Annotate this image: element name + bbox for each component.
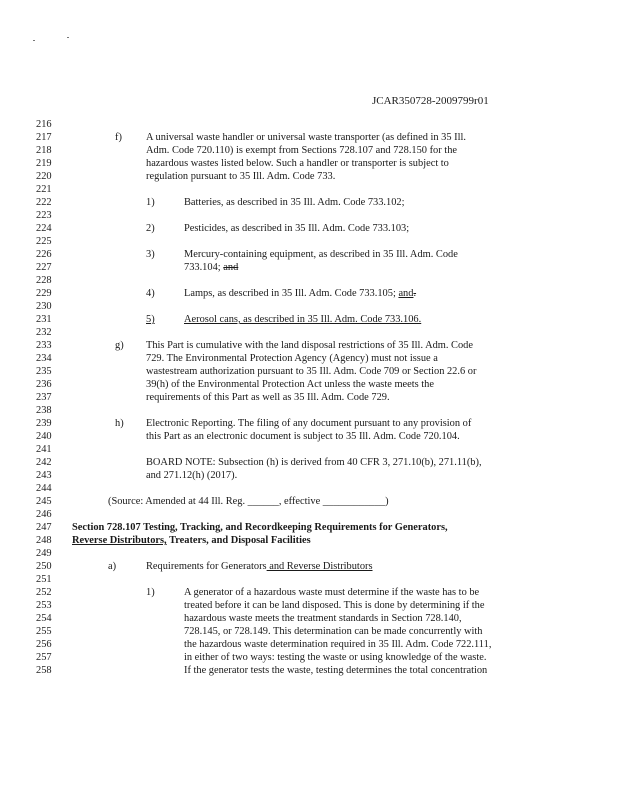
line-number: 253 [36,600,52,611]
line-number: 220 [36,171,52,182]
subsection-g-text-line: requirements of this Part as well as 35 Ill. Adm. Code 729. [146,392,390,403]
line-number: 224 [36,223,52,234]
line-number: 247 [36,522,52,533]
line-number: 256 [36,639,52,650]
line-number: 226 [36,249,52,260]
item-3-text-line2 [184,261,238,274]
section-heading-line2 [72,534,311,547]
scan-speck [33,40,35,41]
item-5-text: Aerosol cans, as described in 35 Ill. Adm. Code 733.106. [184,314,422,325]
item-4-base-text: Lamps, as described in 35 Ill. Adm. Code 733.105; [184,288,396,299]
added-text: and Reverse Distributors [266,561,373,572]
subsection-g-text-line: wastestream authorization pursuant to 35 Ill. Adm. Code 709 or Section 22.6 or [146,366,477,377]
scan-speck [67,37,69,38]
line-number: 245 [36,496,52,507]
item-a1-text-line: the hazardous waste determination required in 35 Ill. Adm. Code 722.111, [184,639,492,650]
line-number: 228 [36,275,52,286]
section-heading-rest: Treaters, and Disposal Facilities [166,535,311,546]
line-number: 238 [36,405,52,416]
added-text: Reverse Distributors, [72,535,167,546]
line-number: 237 [36,392,52,403]
section-heading-line1: Section 728.107 Testing, Tracking, and Recordkeeping Requirements for Generators, [72,522,448,533]
item-1-text: Batteries, as described in 35 Ill. Adm. Code 733.102; [184,197,405,208]
line-number: 235 [36,366,52,377]
line-number: 225 [36,236,52,247]
item-a1-text-line: 728.145, or 728.149. This determination can be made concurrently with [184,626,483,637]
line-number: 221 [36,184,52,195]
line-number: 241 [36,444,52,455]
subsection-f-text-line: A universal waste handler or universal waste transporter (as defined in 35 Ill. [146,132,466,143]
line-number: 242 [36,457,52,468]
line-number: 222 [36,197,52,208]
subsection-a-title-base: Requirements for Generators [146,561,267,572]
subsection-h-label: h) [115,418,124,429]
item-4-number: 4) [146,288,155,299]
subsection-g-text-line: 729. The Environmental Protection Agency (Agency) must not issue a [146,353,438,364]
board-note-line: and 271.12(h) (2017). [146,470,238,481]
line-number: 223 [36,210,52,221]
subsection-h-text-line: Electronic Reporting. The filing of any document pursuant to any provision of [146,418,472,429]
line-number: 252 [36,587,52,598]
subsection-f-text-line: hazardous wastes listed below. Such a handler or transporter is subject to [146,158,449,169]
source-blank: ______ [247,496,279,507]
source-mid: , effective [278,496,323,507]
line-number: 244 [36,483,52,494]
line-number: 217 [36,132,52,143]
subsection-a-label: a) [108,561,117,572]
subsection-a-title [146,560,373,573]
source-prefix: (Source: Amended at 44 Ill. Reg. [108,496,248,507]
item-a1-text-line: hazardous waste meets the treatment standards in Section 728.140, [184,613,462,624]
subsection-f-text-line: Adm. Code 720.110) is exempt from Sections 728.107 and 728.150 for the [146,145,458,156]
line-number: 236 [36,379,52,390]
line-number: 243 [36,470,52,481]
line-number: 251 [36,574,52,585]
line-number: 234 [36,353,52,364]
line-number: 239 [36,418,52,429]
line-number: 240 [36,431,52,442]
item-2-text: Pesticides, as described in 35 Ill. Adm. Code 733.103; [184,223,410,234]
source-note [108,495,389,508]
item-4-text [184,287,416,300]
item-a1-text-line: If the generator tests the waste, testing determines the total concentration [184,665,488,676]
item-2-number: 2) [146,223,155,234]
item-1-number: 1) [146,197,155,208]
line-number: 248 [36,535,52,546]
line-number: 232 [36,327,52,338]
struck-text: . [413,288,417,299]
item-a1-text-line: in either of two ways: testing the waste or using knowledge of the waste. [184,652,487,663]
item-3-text: 733.104; [184,262,221,273]
board-note-line: BOARD NOTE: Subsection (h) is derived from 40 CFR 3, 271.10(b), 271.11(b), [146,457,482,468]
line-number: 246 [36,509,52,520]
subsection-f-text-line: regulation pursuant to 35 Ill. Adm. Code 733. [146,171,336,182]
item-5-number: 5) [146,314,155,325]
subsection-f-label: f) [115,132,122,143]
line-number: 219 [36,158,52,169]
item-a1-text-line: A generator of a hazardous waste must determine if the waste has to be [184,587,480,598]
line-number: 249 [36,548,52,559]
line-number: 231 [36,314,52,325]
line-number: 233 [36,340,52,351]
line-number: 218 [36,145,52,156]
subsection-h-text-line: this Part as an electronic document is subject to 35 Ill. Adm. Code 720.104. [146,431,460,442]
struck-text: and [223,262,239,273]
subsection-g-text-line: This Part is cumulative with the land disposal restrictions of 35 Ill. Adm. Code [146,340,473,351]
subsection-g-text-line: 39(h) of the Environmental Protection Act unless the waste meets the [146,379,434,390]
subsection-g-label: g) [115,340,124,351]
item-a1-text-line: treated before it can be land disposed. This is done by determining if the [184,600,485,611]
added-text: and [398,288,414,299]
line-number: 216 [36,119,52,130]
source-blank: ____________ [322,496,386,507]
line-number: 254 [36,613,52,624]
document-id: JCAR350728-2009799r01 [372,95,489,107]
source-suffix: ) [385,496,389,507]
item-a1-number: 1) [146,587,155,598]
item-3-number: 3) [146,249,155,260]
item-3-text-line1: Mercury-containing equipment, as described in 35 Ill. Adm. Code [184,249,458,260]
line-number: 257 [36,652,52,663]
line-number: 258 [36,665,52,676]
line-number: 230 [36,301,52,312]
line-number: 229 [36,288,52,299]
line-number: 227 [36,262,52,273]
line-number: 250 [36,561,52,572]
line-number: 255 [36,626,52,637]
